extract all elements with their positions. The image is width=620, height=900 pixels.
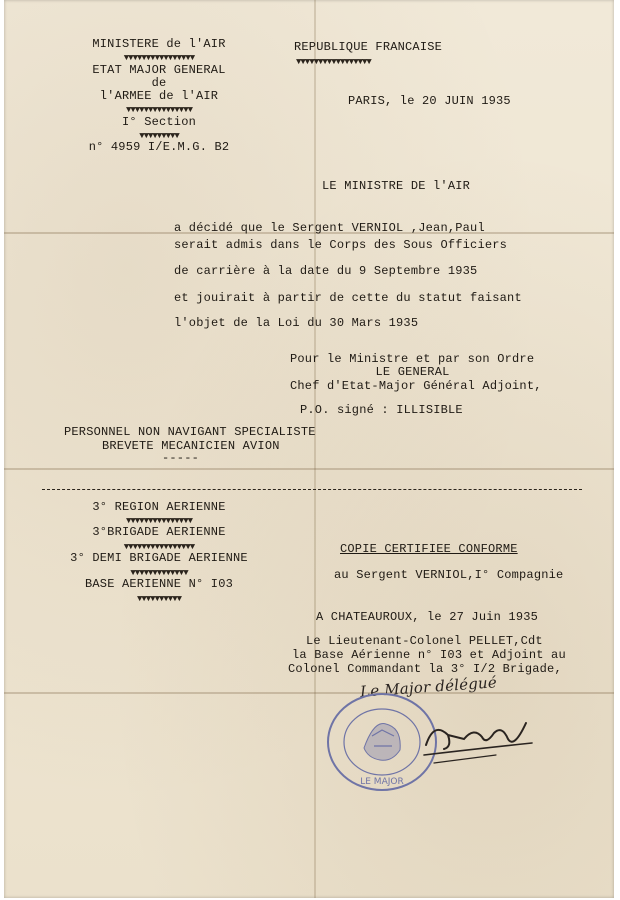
copy-title: COPIE CERTIFIEE CONFORME — [340, 542, 518, 556]
star-rule: ▼▼▼▼▼▼▼▼▼▼▼▼▼▼▼▼ — [123, 53, 195, 63]
reference-number: n° 4959 I/E.M.G. B2 — [88, 140, 230, 154]
fold-line — [4, 692, 614, 694]
star-rule: ▼▼▼▼▼▼▼▼▼▼ — [136, 594, 181, 604]
personnel-line: PERSONNEL NON NAVIGANT SPECIALISTE — [64, 425, 316, 439]
army-title: l'ARMEE de l'AIR — [99, 89, 219, 103]
region-line: 3°BRIGADE AERIENNE — [92, 525, 226, 539]
minister-title: LE MINISTRE DE l'AIR — [322, 179, 471, 193]
region-line: 3° REGION AERIENNE — [92, 500, 226, 514]
copy-place-date: A CHATEAUROUX, le 27 Juin 1935 — [316, 610, 539, 624]
document-sheet — [4, 0, 614, 898]
sign-line: Pour le Ministre et par son Ordre — [290, 352, 535, 366]
star-rule: ▼▼▼▼▼▼▼▼▼▼▼▼▼▼▼▼▼ — [296, 57, 371, 67]
sign-line: Chef d'Etat-Major Général Adjoint, — [290, 379, 542, 393]
fold-line — [314, 0, 316, 898]
stamp-text: LE MAJOR — [360, 777, 404, 787]
republic-title: REPUBLIQUE FRANCAISE — [294, 40, 443, 54]
staff-title: ETAT MAJOR GENERAL — [92, 63, 226, 77]
po-signed: P.O. signé : ILLISIBLE — [300, 403, 463, 417]
fold-line — [4, 468, 614, 470]
body-line: a décidé que le Sergent VERNIOL ,Jean,Paul — [174, 221, 485, 235]
star-rule: ▼▼▼▼▼▼▼▼▼▼▼▼▼▼▼▼ — [123, 542, 195, 552]
ministry-title: MINISTERE de l'AIR — [92, 37, 226, 51]
star-rule: ▼▼▼▼▼▼▼▼▼ — [139, 131, 179, 141]
copy-line: Colonel Commandant la 3° I/2 Brigade, — [288, 662, 562, 676]
body-line: de carrière à la date du 9 Septembre 1935 — [174, 264, 478, 278]
sign-general: LE GENERAL — [375, 365, 450, 379]
copy-line: la Base Aérienne n° I03 et Adjoint au — [292, 648, 566, 662]
place-date: PARIS, le 20 JUIN 1935 — [348, 94, 511, 108]
staff-de: de — [151, 76, 167, 90]
copy-recipient: au Sergent VERNIOL,I° Compagnie — [334, 568, 564, 582]
handwritten-note: Le Major délégué — [359, 673, 498, 701]
region-line: 3° DEMI BRIGADE AERIENNE — [70, 551, 248, 565]
signature-scribble — [404, 705, 544, 775]
star-rule: ▼▼▼▼▼▼▼▼▼▼▼▼▼▼▼ — [125, 105, 192, 115]
body-line: serait admis dans le Corps des Sous Officiers — [174, 238, 508, 252]
dash-rule: ----- — [162, 451, 200, 465]
copy-line: Le Lieutenant-Colonel PELLET,Cdt — [306, 634, 543, 648]
body-line: et jouirait à partir de cette du statut faisant — [174, 291, 522, 305]
star-rule: ▼▼▼▼▼▼▼▼▼▼▼▼▼▼▼ — [125, 516, 192, 526]
separator-rule — [42, 489, 582, 490]
section-label: I° Section — [121, 115, 196, 129]
region-line: BASE AERIENNE N° I03 — [84, 577, 234, 591]
personnel-line: BREVETE MECANICIEN AVION — [102, 439, 280, 453]
body-line: l'objet de la Loi du 30 Mars 1935 — [174, 316, 419, 330]
star-rule: ▼▼▼▼▼▼▼▼▼▼▼▼▼ — [130, 568, 188, 578]
